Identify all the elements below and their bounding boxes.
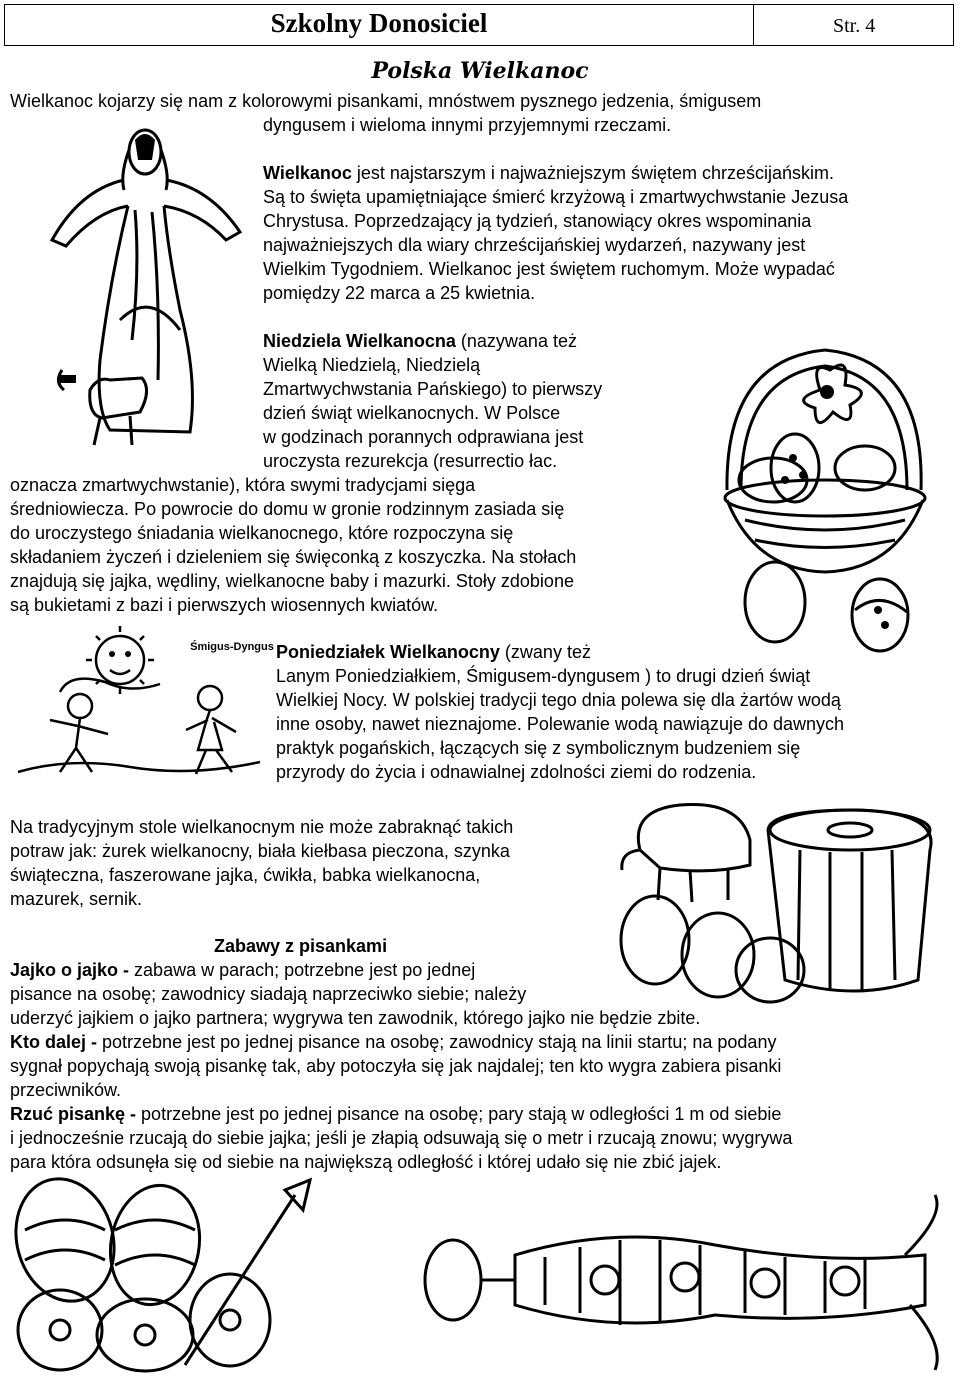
easter-basket-illustration (715, 340, 935, 665)
p2-line-12: są bukietami z bazi i pierwszych wiosennych kwiatów. (10, 595, 439, 615)
g1-term: Jajko o jajko - (10, 960, 130, 980)
p3-line-5: praktyk pogańskich, łączących się z symbolicznym budzeniem się (276, 738, 801, 758)
g1-first: zabawa w parach; potrzebne jest po jednej (129, 960, 476, 980)
p2-line-4: dzień świąt wielkanocnych. W Polsce (263, 403, 561, 423)
p2-line-9: do uroczystego śniadania wielkanocnego, które rozpoczyna się (10, 523, 514, 543)
p2-line-2: Wielką Niedzielą, Niedzielą (263, 355, 481, 375)
p3-line-4: inne osoby, nawet nieznajome. Polewanie wodą nawiązuje do dawnych (276, 714, 845, 734)
g3-line-1 (10, 1102, 781, 1126)
g2-first: potrzebne jest po jednej pisance na osobę; zawodnicy stają na linii startu; na podany (97, 1032, 777, 1052)
g3-line-3: para która odsunęła się od siebie na największą odległość i której udało się nie zbić jajek. (10, 1152, 722, 1172)
g2-line-1 (10, 1030, 776, 1054)
p1-line-2: Są to święta upamiętniające śmierć krzyżową i zmartwychwstanie Jezusa (263, 187, 849, 207)
p2-line-8: średniowiecza. Po powrocie do domu w gronie rodzinnym zasiada się (10, 499, 565, 519)
p2-line-3: Zmartwychwstania Pańskiego) to pierwszy (263, 379, 603, 399)
g2-term: Kto dalej - (10, 1032, 98, 1052)
p2-first-rest: (nazywana też (455, 331, 577, 351)
p1-line-6: pomiędzy 22 marca a 25 kwietnia. (263, 283, 536, 303)
p2-line-7: oznacza zmartwychwstanie), która swymi tradycjami sięga (10, 475, 476, 495)
p2-line-5: w godzinach porannych odprawiana jest (263, 427, 584, 447)
p1-line-3: Chrystusa. Poprzedzający ją tydzień, stanowiący okres wspominania (263, 211, 812, 231)
p2-term: Niedziela Wielkanocna (263, 331, 456, 351)
g3-term: Rzuć pisankę - (10, 1104, 137, 1124)
p4-line-1: Na tradycyjnym stole wielkanocnym nie może zabraknąć takich (10, 817, 514, 837)
p4-line-3: świąteczna, faszerowane jajka, ćwikła, babka wielkanocna, (10, 865, 481, 885)
p4-line-4: mazurek, sernik. (10, 889, 143, 909)
header-divider (753, 5, 754, 45)
p1-line-4: najważniejszych dla wiary chrześcijańskiej wydarzeń, nazywany jest (263, 235, 806, 255)
g1-line-3: uderzyć jajkiem o jajko partnera; wygrywa ten zawodnik, którego jajko nie będzie zbite. (10, 1008, 701, 1028)
p3-line-1 (276, 640, 591, 664)
p3-line-6: przyrody do życia i odnawialnej zdolności ziemi do rodzenia. (276, 762, 757, 782)
illustration-label: Śmigus-Dyngus (190, 641, 274, 653)
p3-line-2: Lanym Poniedziałkiem, Śmigusem-dyngusem ) to drugi dzień świąt (276, 666, 811, 686)
g1-line-2: pisance na osobę; zawodnicy siadają naprzeciwko siebie; należy (10, 984, 527, 1004)
g3-line-2: i jednocześnie rzucają do siebie jajka; jeśli je złapią odsuwają się o metr i rzucają znowu; wygrywa (10, 1128, 793, 1148)
p2-line-1 (263, 329, 577, 353)
p1-first-rest: jest najstarszym i najważniejszym świętem chrześcijańskim. (351, 163, 834, 183)
intro-line-2: dyngusem i wieloma innymi przyjemnymi rzeczami. (263, 115, 672, 135)
p1-line-5: Wielkim Tygodniem. Wielkanoc jest świętem ruchomym. Może wypadać (263, 259, 835, 279)
intro-line-1: Wielkanoc kojarzy się nam z kolorowymi pisankami, mnóstwem pysznego jedzenia, śmigusem (10, 91, 762, 111)
page-number: Str. 4 (833, 15, 876, 37)
p4-line-2: potraw jak: żurek wielkanocny, biała kiełbasa pieczona, szynka (10, 841, 510, 861)
article-title: Polska Wielkanoc (371, 58, 589, 84)
g3-first: potrzebne jest po jednej pisance na osobę; pary stają w odległości 1 m od siebie (136, 1104, 782, 1124)
newspaper-header (4, 4, 954, 46)
smigus-dyngus-illustration (10, 622, 274, 782)
p3-term: Poniedziałek Wielkanocny (276, 642, 500, 662)
g1-line-1 (10, 958, 475, 982)
p1-line-1 (263, 161, 834, 185)
newspaper-title: Szkolny Donosiciel (270, 8, 488, 38)
easter-palm-illustration (405, 1185, 950, 1375)
g2-line-2: sygnał popychają swoją pisankę tak, aby potoczyła się jak najdalej; ten kto wygra zabiera pisanki (10, 1056, 782, 1076)
easter-eggs-illustration (5, 1170, 315, 1375)
g2-line-3: przeciwników. (10, 1080, 122, 1100)
games-heading: Zabawy z pisankami (214, 936, 388, 956)
p2-line-6: uroczysta rezurekcja (resurrectio łac. (263, 451, 558, 471)
p2-line-10: składaniem życzeń i dzieleniem się święconką z koszyczka. Na stołach (10, 547, 577, 567)
lamb-babka-illustration (600, 790, 945, 1005)
p3-line-3: Wielkiej Nocy. W polskiej tradycji tego dnia polewa się dla żartów wodą (276, 690, 841, 710)
p2-line-11: znajdują się jajka, wędliny, wielkanocne baby i mazurki. Stoły zdobione (10, 571, 574, 591)
jesus-lamb-illustration (40, 120, 250, 450)
p1-term: Wielkanoc (263, 163, 352, 183)
p3-first-rest: (zwany też (499, 642, 591, 662)
